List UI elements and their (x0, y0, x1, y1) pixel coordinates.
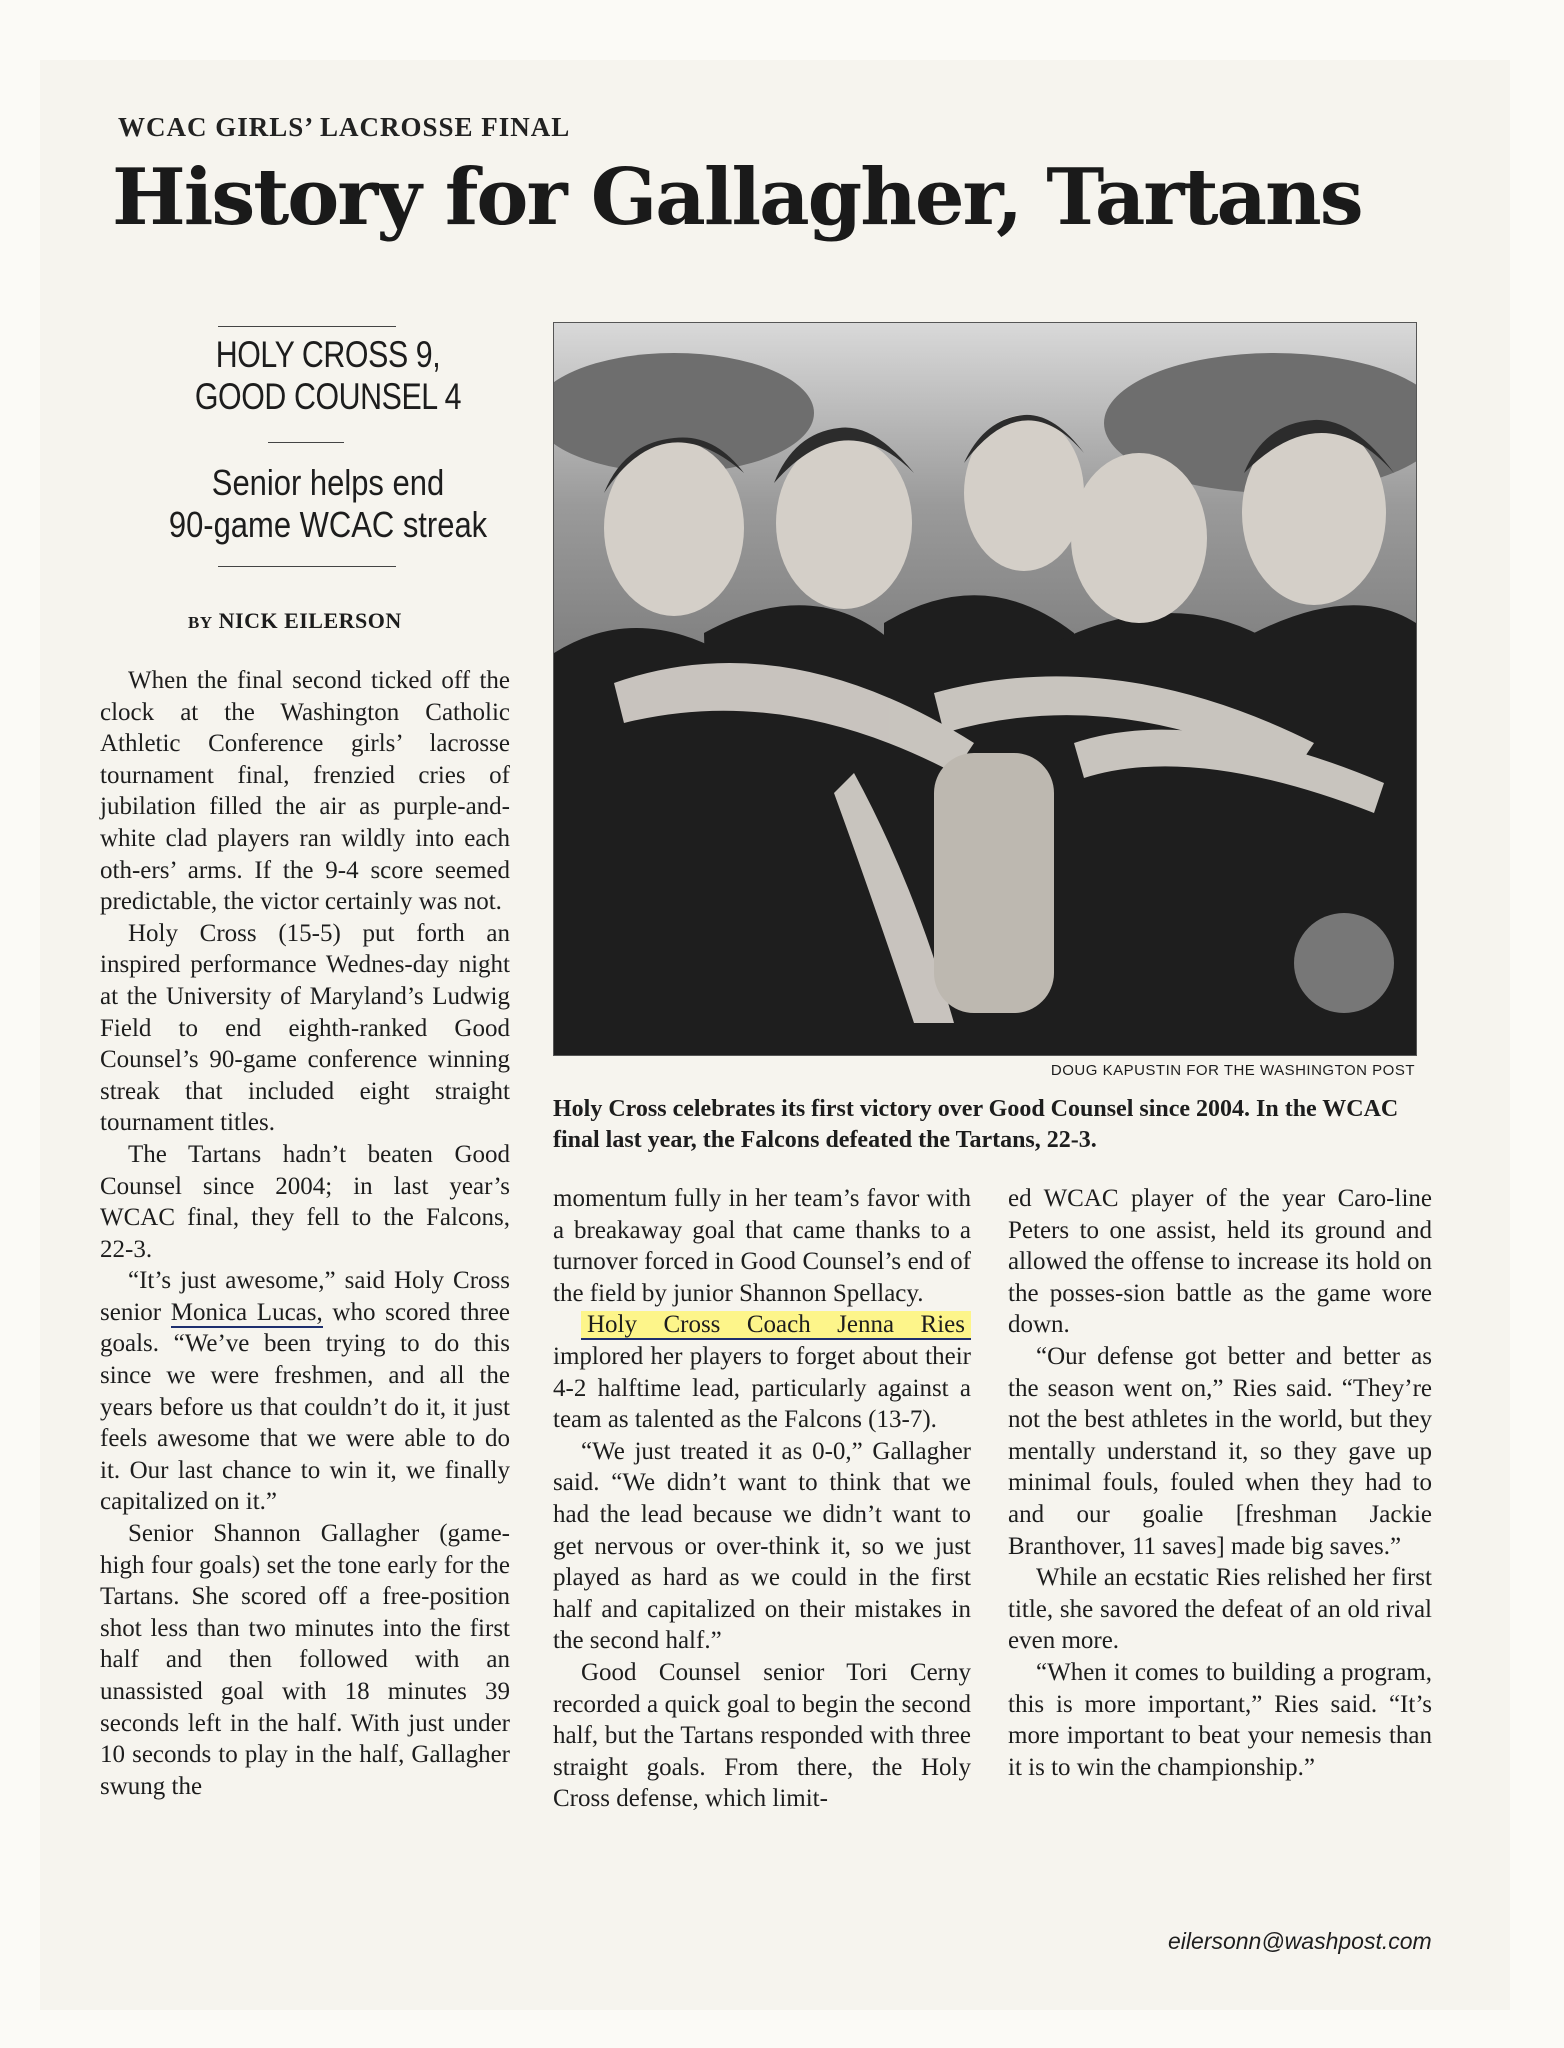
score-deck (182, 334, 474, 418)
quote-lead: “It’s just awesome,” said Holy Cross senior (100, 1267, 510, 1326)
quote-body: who scored three goals. “We’ve been trying to do this since we were freshmen, and all the years before us that couldn’t do it, it just feels awesome that we were able to do it. Our last chance to win it, we finally capitalized on it.” (100, 1298, 511, 1516)
subhead-line-1: Senior helps end (211, 462, 445, 503)
paragraph: The Tartans hadn’t beaten Good Counsel since 2004; in last year’s WCAC final, they fell to the Falcons, 22-3. (100, 1140, 510, 1263)
team-celebration-photo (553, 322, 1417, 1056)
headline: History for Gallagher, Tartans (112, 152, 1362, 243)
paragraph: While an ecstatic Ries relished her first title, she savored the defeat of an old rival even more. (1008, 1564, 1432, 1655)
byline-by: BY (188, 613, 213, 632)
byline (188, 608, 402, 634)
photo-caption: Holy Cross celebrates its first victory over Good Counsel since 2004. In the WCAC final last year, the Falcons defeated the Tartans, 22-3. (553, 1096, 1399, 1153)
byline-author: NICK EILERSON (218, 608, 402, 633)
subhead-deck (141, 462, 516, 546)
photo-credit: DOUG KAPUSTIN FOR THE WASHINGTON POST (1050, 1062, 1415, 1079)
paragraph: Holy Cross (15-5) put forth an inspired performance Wednes-day night at the University of Maryland’s Ludwig Field to end eighth-ranked Good Counsel’s 90-game conference winning streak that included eight straight tournament titles. (100, 919, 510, 1137)
paragraph: ed WCAC player of the year Caro-line Peters to one assist, held its ground and allowed the offense to increase its hold on the posses-sion battle as the game wore down. (1008, 1185, 1432, 1339)
kicker: WCAC GIRLS’ LACROSSE FINAL (118, 112, 571, 142)
score-line-1: HOLY CROSS 9, (215, 334, 441, 375)
deck-rule-bottom (218, 566, 396, 567)
paragraph: Good Counsel senior Tori Cerny recorded a quick goal to begin the second half, but the Tartans responded with three straight goals. From there, the Holy Cross defense, which limit- (553, 1658, 971, 1813)
paragraph-body: implored her players to forget about their 4-2 halftime lead, particularly against a team as talented as the Falcons (13-7). (553, 1342, 971, 1434)
paragraph: Senior Shannon Gallagher (game-high four goals) set the tone early for the Tartans. She scored off a free-position shot less than two minutes into the first half and then followed with an unassisted goal with 18 minutes 39 seconds left in the half. With just under 10 seconds to play in the half, Gallagher swung the (100, 1520, 510, 1800)
score-line-2: GOOD COUNSEL 4 (194, 376, 462, 417)
paragraph: momentum fully in her team’s favor with a breakaway goal that came thanks to a turnover forced in Good Counsel’s end of the field by junior Shannon Spellacy. (553, 1185, 971, 1307)
paragraph: When the final second ticked off the clock at the Washington Catholic Athletic Conference girls’ lacrosse tournament final, frenzied cries of jubilation filled the air as purple-and-white clad players ran wildly into each oth-ers’ arms. If the 9-4 score seemed predictable, the victor certainly was not. (100, 667, 510, 916)
paragraph: “We just treated it as 0-0,” Gallagher said. “We didn’t want to think that we had the lead because we didn’t want to get nervous or over-think it, so we just played as hard as we could in the first half and capitalized on their mistakes in the second half.” (553, 1437, 971, 1655)
article-column-2 (553, 1183, 971, 1815)
deck-rule-top (218, 326, 396, 327)
author-email: eilersonn@washpost.com (1168, 1928, 1432, 1954)
photo-illustration (554, 323, 1416, 1055)
paragraph (553, 1309, 971, 1435)
article-column-3 (1008, 1183, 1432, 1783)
paragraph (100, 1265, 510, 1518)
paragraph: “Our defense got better and better as the season went on,” Ries said. “They’re not the best athletes in the world, but they mentally understand it, so they gave up minimal fouls, fouled when they had to and our goalie [freshman Jackie Branthover, 11 saves] made big saves.” (1008, 1342, 1432, 1560)
paragraph: “When it comes to building a program, this is more important,” Ries said. “It’s more important to beat your nemesis than it is to win the championship.” (1008, 1658, 1432, 1781)
highlighted-coach-name: Holy Cross Coach Jenna Ries (581, 1311, 971, 1340)
article-column-1 (100, 665, 510, 1802)
underlined-name: Monica Lucas, (170, 1298, 323, 1326)
subhead-line-2: 90-game WCAC streak (168, 504, 488, 545)
deck-rule-middle (268, 442, 344, 443)
